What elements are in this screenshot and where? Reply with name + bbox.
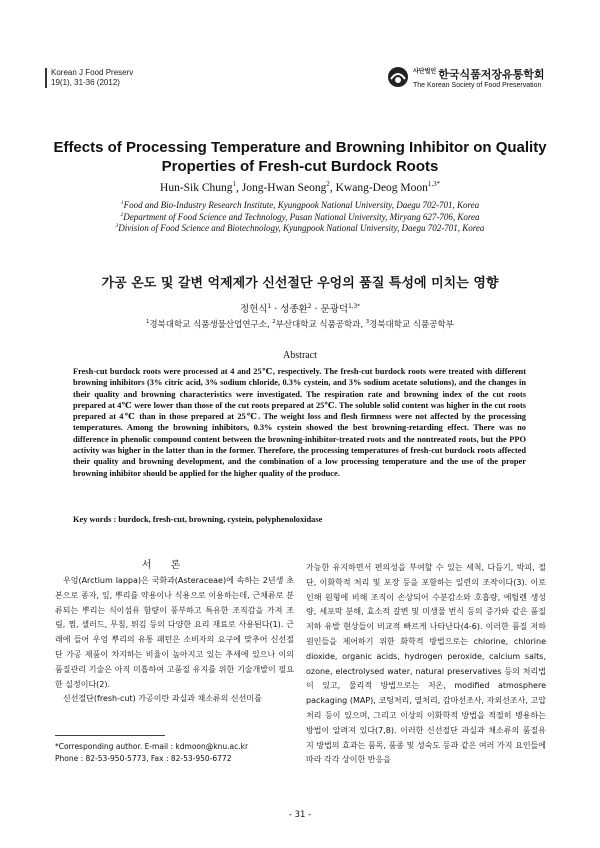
left-column [55,574,294,707]
journal-citation [45,68,133,88]
author-1: Hun-Sik Chung [160,182,233,194]
abstract-heading: Abstract [283,350,317,361]
keywords: Key words : burdock, fresh-cut, browning, cystein, polyphenoloxidase [73,515,323,524]
korean-title: 가공 온도 및 갈변 억제제가 신선절단 우엉의 품질 특성에 미치는 영향 [101,276,499,291]
korean-author-list: 정헌식$^1$ · 성종환$^2$ · 문광덕$^{1,3*}$ [240,303,360,315]
affiliation-3: $^3$Division of Food Science and Biotechnology, Kyungpook National University, Daegu 702-701, Korea [115,223,485,233]
paragraph-3: 가능한 유지하면서 편의성을 부여할 수 있는 세척, 다듬기, 박피, 절단, 이화학적 처리 및 포장 등을 포함하는 일련의 조작이다(3). 이로 인해 원형에 비해 조직이 손상되어 수분감소와 호흡량, 에틸렌 생성량, 세포막 분해, 효소적 갈변 및 미생물 번식 등의 증가와 같은 품질저하 유발 현상들이 비교적 빠르게 나타난다(4-6). 이러한 품질 저하 원인들을 제어하기 위한 화학적 방법으로는 chlorine, chlorine dioxide, organic acids, hydrogen peroxide, calcium salts, ozone, electrolysed water, natural preservatives 등의 처리법이 있고, 물리적 방법으로는 저온, modified atmosphere packaging (MAP), 코팅처리, 열처리, 감마선조사, 자외선조사, 고압처리 등이 있으며, 그리고 이상의 이화학적 방법을 적절히 병용하는 방법이 알려져 있다(7,8). 이러한 신선절단 과실과 채소류의 품질유지 방법의 효과는 품목, 품종 및 성숙도 등과 같은 여러 가지 요인들에 따라 각각 상이한 반응을 [306,563,546,765]
paragraph-1: 우엉(Arctium lappa)은 국화과(Asteraceae)에 속하는 2년생 초본으로 종자, 잎, 뿌리를 약용이나 식용으로 이용하는데, 근채류로 분류되는 뿌리는 식이섬유 함량이 풍부하고 특유한 조직감을 가져 조림, 찜, 샐러드, 무침, 튀김 등의 다양한 요리 재료로 사용된다(1). 근래에 들어 우엉 뿌리의 유통 패턴은 소비자의 요구에 맞추어 신선절단 가공 제품이 차지하는 비율이 높아지고 있는 추세에 있으나 이의 품질관리 기술은 아직 미흡하여 고품질 유지를 위한 기술개발이 필요한 실정이다(2). [55,576,294,689]
society-english-name: The Korean Society of Food Preservation [413,82,542,89]
journal-volume: 19(1), 31-36 (2012) [51,78,120,87]
affiliation-1: $^1$Food and Bio-Industry Research Institute, Kyungpook National University, Daegu 702-701, Korea [120,200,480,210]
right-column [306,561,546,768]
abstract-text: Fresh-cut burdock roots were processed at 4 and 25℃, respectively. The fresh-cut burdock roots were treated with different browning inhibitors (3% citric acid, 3% sodium chloride, 0.3% cystein, and 3% sodium acetate solutions), and the changes in their quality and browning characteristics were investigated. The respiration rate and browning index of the cut roots prepared at 4℃ were lower than those of the cut roots prepared at 25℃. The soluble solid content was higher in the cut roots prepared at 4℃ than in those prepared at 25℃. The weight loss and flesh firmness were not affected by the processing temperatures. Among the browning inhibitors, 0.3% cystein showed the best browning-retarding effect. There was no difference in phenolic compound content between the browning-inhibitor-treated roots and the nontreated roots, but the PPO activity was higher in the latter than in the former. Therefore, the processing temperatures of fresh-cut burdock roots affected their quality and browning development, and the combination of a low processing temperature and the use of the proper browning inhibitor should be applied for the higher quality of the produce. [73,367,526,478]
page-number: - 31 - [288,810,312,820]
section-heading-introduction: 서 론 [141,560,189,571]
affiliation-2: $^2$Department of Food Science and Technology, Pusan National University, Miryang 627-706, Korea [120,211,480,222]
society-emblem-icon [386,66,410,88]
society-korean-name: 한국식품저장유통학회 [438,68,545,81]
journal-name: Korean J Food Preserv [51,68,134,77]
footnote-divider [55,735,165,736]
corresponding-author-footnote: *Corresponding author. E-mail : kdmoon@knu.ac.kr Phone : 82-53-950-5773, Fax : 82-53-950-6772 [55,742,249,763]
paragraph-2: 신선절단(fresh-cut) 가공이란 과실과 채소류의 신선미를 [63,694,262,704]
affiliations [40,200,560,235]
korean-affiliations: $^1$경북대학교 식품생물산업연구소, $^2$부산대학교 식품공학과, $^3$경북대학교 식품공학부 [146,319,454,330]
paper-title: Effects of Processing Temperature and Browning Inhibitor on Quality Properties of Fresh-cut Burdock Roots [53,139,547,175]
author-3: Kwang-Deog Moon [335,182,428,194]
society-small-label: 사단법인 [413,68,437,75]
author-list: Hun-Sik Chung$^1$, Jong-Hwan Seong$^2$, Kwang-Deog Moon$^{1,3*}$ [160,181,440,194]
author-2: Jong-Hwan Seong [241,182,327,194]
